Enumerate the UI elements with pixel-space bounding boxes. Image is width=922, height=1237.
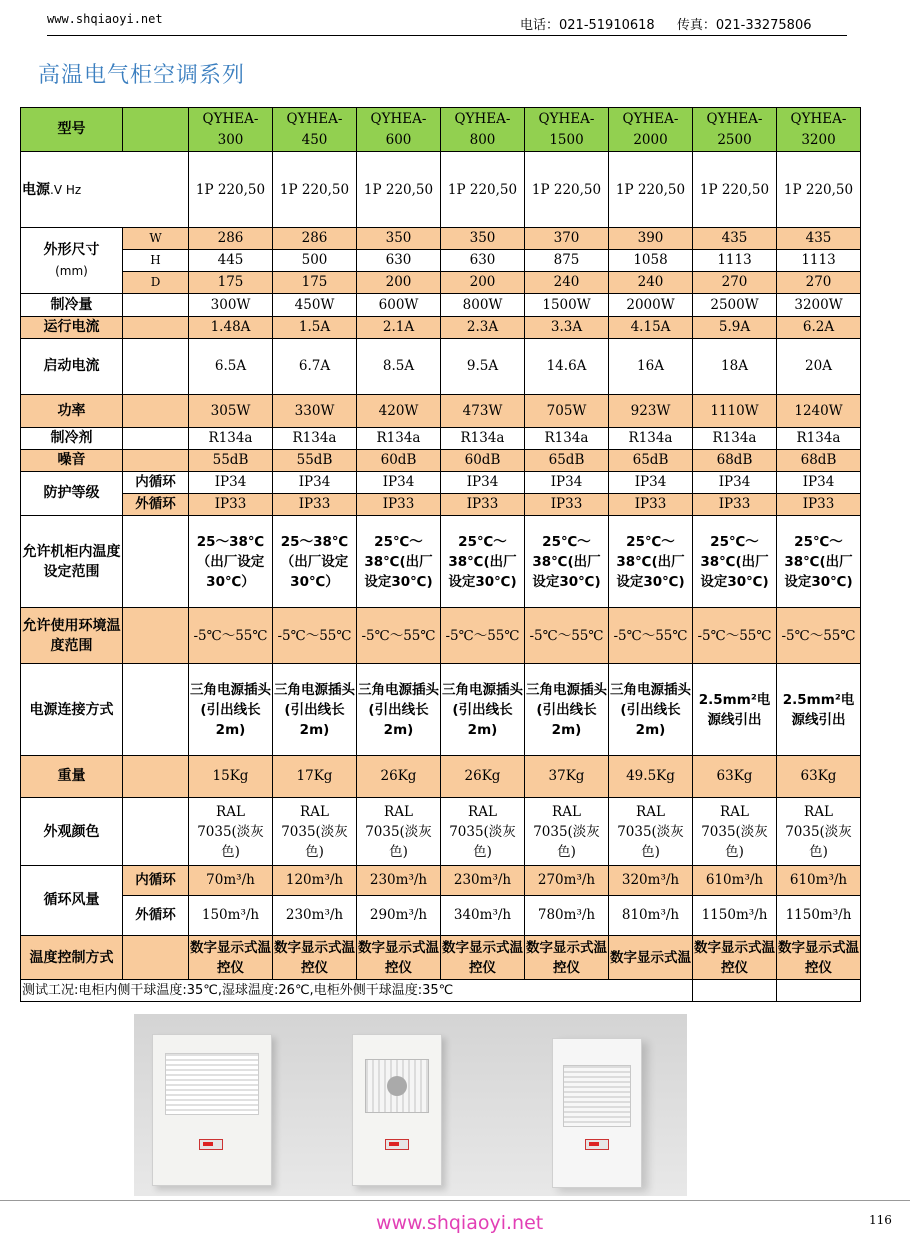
cell-power-values: 1P 220,50	[609, 152, 693, 228]
cell-empty	[123, 798, 189, 866]
product-unit-1	[152, 1034, 272, 1186]
cell-airflow-inner: 610m³/h	[777, 866, 861, 896]
cell-size-d: 175	[273, 272, 357, 294]
cell-run-current: 3.3A	[525, 317, 609, 339]
cell-noise: 55dB	[273, 450, 357, 472]
cell-ambient-temp: -5℃～55℃	[777, 608, 861, 664]
label-inner-loop: 内循环	[123, 866, 189, 896]
row-power-w	[21, 395, 861, 428]
row-size-d	[21, 272, 861, 294]
cell-size-w: 435	[693, 228, 777, 250]
cell-connection: 三角电源插头(引出线长2m)	[273, 664, 357, 756]
label-power-w: 功率	[21, 395, 123, 428]
cell-empty	[693, 980, 777, 1002]
cell-airflow-inner: 120m³/h	[273, 866, 357, 896]
row-protection-outer	[21, 494, 861, 516]
cell-airflow-outer: 810m³/h	[609, 896, 693, 936]
cell-weight: 37Kg	[525, 756, 609, 798]
cell-power-w: 1110W	[693, 395, 777, 428]
cell-power-values: 1P 220,50	[777, 152, 861, 228]
cell-power-w: 705W	[525, 395, 609, 428]
cell-protection-outer: IP33	[441, 494, 525, 516]
cell-airflow-inner: 270m³/h	[525, 866, 609, 896]
cell-control: 数字显示式温控仪	[273, 936, 357, 980]
cell-cooling: 300W	[189, 294, 273, 317]
cell-airflow-outer: 1150m³/h	[693, 896, 777, 936]
cell-empty	[123, 339, 189, 395]
cell-noise: 55dB	[189, 450, 273, 472]
header-fax: 传真：021-33275806	[676, 18, 812, 33]
label-size-h: H	[123, 250, 189, 272]
cell-weight: 63Kg	[693, 756, 777, 798]
cell-size-d: 200	[357, 272, 441, 294]
cell-control: 数字显示式温控仪	[693, 936, 777, 980]
label-power	[21, 152, 189, 228]
cell-protection-inner: IP34	[525, 472, 609, 494]
cell-power-values: 1P 220,50	[189, 152, 273, 228]
cell-airflow-outer: 230m³/h	[273, 896, 357, 936]
cell-protection-inner: IP34	[357, 472, 441, 494]
cell-airflow-outer: 150m³/h	[189, 896, 273, 936]
cell-weight: 49.5Kg	[609, 756, 693, 798]
label-weight: 重量	[21, 756, 123, 798]
cell-cabinet-temp: 25～38℃（出厂设定30℃）	[273, 516, 357, 608]
page-title: 高温电气柜空调系列	[38, 63, 246, 88]
cell-size-h: 500	[273, 250, 357, 272]
cell-models: QYHEA-2000	[609, 108, 693, 152]
control-panel-icon	[585, 1139, 609, 1150]
cell-weight: 15Kg	[189, 756, 273, 798]
label-outer-loop: 外循环	[123, 494, 189, 516]
cell-size-h: 445	[189, 250, 273, 272]
label-model: 型号	[21, 108, 123, 152]
cell-protection-inner: IP34	[273, 472, 357, 494]
cell-cooling: 1500W	[525, 294, 609, 317]
cell-models: QYHEA-300	[189, 108, 273, 152]
cell-protection-inner: IP34	[441, 472, 525, 494]
cell-power-w: 330W	[273, 395, 357, 428]
row-model	[21, 108, 861, 152]
cell-noise: 60dB	[357, 450, 441, 472]
label-cooling: 制冷量	[21, 294, 123, 317]
cell-empty	[123, 450, 189, 472]
cell-power-values: 1P 220,50	[525, 152, 609, 228]
row-size-w	[21, 228, 861, 250]
control-panel-icon	[199, 1139, 223, 1150]
label-cabinet-temp: 允许机柜内温度设定范围	[21, 516, 123, 608]
cell-start-current: 18A	[693, 339, 777, 395]
label-airflow: 循环风量	[21, 866, 123, 936]
cell-protection-inner: IP34	[189, 472, 273, 494]
cell-control: 数字显示式温控仪	[357, 936, 441, 980]
cell-power-w: 923W	[609, 395, 693, 428]
cell-color: RAL 7035(淡灰色)	[777, 798, 861, 866]
cell-refrigerant: R134a	[189, 428, 273, 450]
cell-refrigerant: R134a	[777, 428, 861, 450]
cell-airflow-outer: 1150m³/h	[777, 896, 861, 936]
cell-protection-outer: IP33	[273, 494, 357, 516]
row-cooling	[21, 294, 861, 317]
product-unit-2	[352, 1034, 442, 1186]
cell-run-current: 1.48A	[189, 317, 273, 339]
label-run-current: 运行电流	[21, 317, 123, 339]
cell-empty	[123, 756, 189, 798]
row-control	[21, 936, 861, 980]
cell-color: RAL 7035(淡灰色)	[693, 798, 777, 866]
cell-cooling: 800W	[441, 294, 525, 317]
label-connection: 电源连接方式	[21, 664, 123, 756]
control-panel-icon	[385, 1139, 409, 1150]
cell-size-d: 240	[609, 272, 693, 294]
cell-empty	[123, 317, 189, 339]
cell-size-w: 390	[609, 228, 693, 250]
cell-size-d: 270	[693, 272, 777, 294]
cell-cabinet-temp: 25℃～38℃(出厂设定30℃)	[609, 516, 693, 608]
cell-weight: 26Kg	[357, 756, 441, 798]
fan-icon	[365, 1059, 429, 1113]
cell-color: RAL 7035(淡灰色)	[357, 798, 441, 866]
cell-power-values: 1P 220,50	[693, 152, 777, 228]
cell-start-current: 8.5A	[357, 339, 441, 395]
cell-noise: 68dB	[777, 450, 861, 472]
row-weight	[21, 756, 861, 798]
cell-models: QYHEA-3200	[777, 108, 861, 152]
cell-refrigerant: R134a	[273, 428, 357, 450]
cell-protection-outer: IP33	[525, 494, 609, 516]
cell-refrigerant: R134a	[525, 428, 609, 450]
cell-connection: 三角电源插头(引出线长2m)	[441, 664, 525, 756]
row-run-current	[21, 317, 861, 339]
cell-airflow-inner: 70m³/h	[189, 866, 273, 896]
cell-size-w: 286	[273, 228, 357, 250]
label-power-unit: .V Hz	[50, 182, 82, 197]
cell-weight: 26Kg	[441, 756, 525, 798]
cell-cooling: 2000W	[609, 294, 693, 317]
row-noise	[21, 450, 861, 472]
cell-noise: 60dB	[441, 450, 525, 472]
cell-cabinet-temp: 25℃～38℃(出厂设定30℃)	[441, 516, 525, 608]
cell-empty	[123, 428, 189, 450]
cell-start-current: 20A	[777, 339, 861, 395]
cell-size-d: 240	[525, 272, 609, 294]
cell-start-current: 6.5A	[189, 339, 273, 395]
cell-protection-outer: IP33	[693, 494, 777, 516]
cell-start-current: 6.7A	[273, 339, 357, 395]
row-cabinet-temp	[21, 516, 861, 608]
cell-cabinet-temp: 25℃～38℃(出厂设定30℃)	[357, 516, 441, 608]
cell-airflow-outer: 780m³/h	[525, 896, 609, 936]
cell-size-d: 270	[777, 272, 861, 294]
cell-airflow-inner: 230m³/h	[441, 866, 525, 896]
cell-run-current: 6.2A	[777, 317, 861, 339]
label-size	[21, 228, 123, 294]
footer-url: www.shqiaoyi.net	[376, 1212, 544, 1234]
cell-color: RAL 7035(淡灰色)	[189, 798, 273, 866]
row-refrigerant	[21, 428, 861, 450]
cell-ambient-temp: -5℃～55℃	[609, 608, 693, 664]
cell-cooling: 2500W	[693, 294, 777, 317]
cell-empty	[123, 294, 189, 317]
cell-run-current: 5.9A	[693, 317, 777, 339]
cell-size-w: 350	[357, 228, 441, 250]
label-size-unit: (mm)	[55, 263, 88, 278]
cell-cabinet-temp: 25℃～38℃(出厂设定30℃)	[693, 516, 777, 608]
page-number: 116	[869, 1213, 892, 1227]
cell-models: QYHEA-450	[273, 108, 357, 152]
label-refrigerant: 制冷剂	[21, 428, 123, 450]
cell-airflow-outer: 340m³/h	[441, 896, 525, 936]
cell-airflow-outer: 290m³/h	[357, 896, 441, 936]
cell-models: QYHEA-800	[441, 108, 525, 152]
cell-control: 数字显示式温控仪	[525, 936, 609, 980]
cell-connection: 2.5mm²电源线引出	[777, 664, 861, 756]
label-color: 外观颜色	[21, 798, 123, 866]
label-control: 温度控制方式	[21, 936, 123, 980]
cell-size-w: 350	[441, 228, 525, 250]
cell-cooling: 3200W	[777, 294, 861, 317]
row-color	[21, 798, 861, 866]
cell-refrigerant: R134a	[609, 428, 693, 450]
cell-control: 数字显示式温控仪	[189, 936, 273, 980]
cell-color: RAL 7035(淡灰色)	[609, 798, 693, 866]
cell-empty	[123, 664, 189, 756]
header-phone: 电话：021-51910618	[520, 18, 655, 33]
label-size-d: D	[123, 272, 189, 294]
cell-start-current: 9.5A	[441, 339, 525, 395]
row-protection-inner	[21, 472, 861, 494]
cell-noise: 68dB	[693, 450, 777, 472]
row-airflow-inner	[21, 866, 861, 896]
label-protection: 防护等级	[21, 472, 123, 516]
footer-divider	[0, 1200, 910, 1201]
row-airflow-outer	[21, 896, 861, 936]
cell-noise: 65dB	[525, 450, 609, 472]
cell-ambient-temp: -5℃～55℃	[357, 608, 441, 664]
label-noise: 噪音	[21, 450, 123, 472]
cell-ambient-temp: -5℃～55℃	[525, 608, 609, 664]
cell-size-d: 175	[189, 272, 273, 294]
cell-airflow-inner: 230m³/h	[357, 866, 441, 896]
cell-color: RAL 7035(淡灰色)	[273, 798, 357, 866]
product-photo	[134, 1014, 687, 1196]
cell-control: 数字显示式温控仪	[441, 936, 525, 980]
cell-control: 数字显示式温	[609, 936, 693, 980]
row-test-note	[21, 980, 861, 1002]
cell-power-w: 1240W	[777, 395, 861, 428]
spec-table	[20, 107, 861, 1002]
label-outer-loop: 外循环	[123, 896, 189, 936]
label-start-current: 启动电流	[21, 339, 123, 395]
cell-weight: 17Kg	[273, 756, 357, 798]
cell-protection-outer: IP33	[357, 494, 441, 516]
row-size-h	[21, 250, 861, 272]
label-ambient-temp: 允许使用环境温度范围	[21, 608, 123, 664]
cell-run-current: 2.1A	[357, 317, 441, 339]
cell-ambient-temp: -5℃～55℃	[693, 608, 777, 664]
cell-models: QYHEA-2500	[693, 108, 777, 152]
cell-size-h: 1113	[693, 250, 777, 272]
row-ambient-temp	[21, 608, 861, 664]
label-power-text: 电源	[22, 181, 50, 198]
cell-size-h: 630	[357, 250, 441, 272]
cell-protection-outer: IP33	[609, 494, 693, 516]
cell-models: QYHEA-1500	[525, 108, 609, 152]
header-contact	[520, 14, 830, 33]
cell-control: 数字显示式温控仪	[777, 936, 861, 980]
cell-color: RAL 7035(淡灰色)	[525, 798, 609, 866]
cell-size-h: 875	[525, 250, 609, 272]
row-power	[21, 152, 861, 228]
grille-icon	[563, 1065, 631, 1127]
cell-airflow-inner: 610m³/h	[693, 866, 777, 896]
cell-run-current: 4.15A	[609, 317, 693, 339]
cell-airflow-inner: 320m³/h	[609, 866, 693, 896]
cell-noise: 65dB	[609, 450, 693, 472]
cell-protection-outer: IP33	[777, 494, 861, 516]
label-inner-loop: 内循环	[123, 472, 189, 494]
row-start-current	[21, 339, 861, 395]
label-size-text: 外形尺寸	[43, 241, 100, 258]
cell-size-w: 435	[777, 228, 861, 250]
row-connection	[21, 664, 861, 756]
cell-run-current: 2.3A	[441, 317, 525, 339]
cell-connection: 2.5mm²电源线引出	[693, 664, 777, 756]
cell-color: RAL 7035(淡灰色)	[441, 798, 525, 866]
cell-protection-outer: IP33	[189, 494, 273, 516]
product-unit-3	[552, 1038, 642, 1188]
cell-power-values: 1P 220,50	[441, 152, 525, 228]
cell-power-w: 473W	[441, 395, 525, 428]
cell-power-w: 420W	[357, 395, 441, 428]
cell-refrigerant: R134a	[441, 428, 525, 450]
cell-power-values: 1P 220,50	[273, 152, 357, 228]
cell-power-w: 305W	[189, 395, 273, 428]
cell-cabinet-temp: 25～38℃（出厂设定30℃）	[189, 516, 273, 608]
cell-cabinet-temp: 25℃～38℃(出厂设定30℃)	[777, 516, 861, 608]
cell-size-h: 1113	[777, 250, 861, 272]
cell-empty	[777, 980, 861, 1002]
cell-size-w: 286	[189, 228, 273, 250]
cell-protection-inner: IP34	[609, 472, 693, 494]
cell-models: QYHEA-600	[357, 108, 441, 152]
cell-connection: 三角电源插头(引出线长2m)	[357, 664, 441, 756]
cell-connection: 三角电源插头(引出线长2m)	[189, 664, 273, 756]
cell-start-current: 14.6A	[525, 339, 609, 395]
cell-power-values: 1P 220,50	[357, 152, 441, 228]
cell-start-current: 16A	[609, 339, 693, 395]
cell-size-w: 370	[525, 228, 609, 250]
cell-protection-inner: IP34	[693, 472, 777, 494]
cell-ambient-temp: -5℃～55℃	[441, 608, 525, 664]
cell-size-h: 1058	[609, 250, 693, 272]
cell-ambient-temp: -5℃～55℃	[189, 608, 273, 664]
cell-empty	[123, 936, 189, 980]
grille-icon	[165, 1053, 259, 1115]
cell-cabinet-temp: 25℃～38℃(出厂设定30℃)	[525, 516, 609, 608]
cell-empty	[123, 108, 189, 152]
cell-ambient-temp: -5℃～55℃	[273, 608, 357, 664]
test-note: 测试工况:电柜内侧干球温度:35℃,湿球温度:26℃,电柜外侧干球温度:35℃	[21, 980, 693, 1002]
cell-refrigerant: R134a	[357, 428, 441, 450]
cell-cooling: 450W	[273, 294, 357, 317]
header-divider	[47, 35, 847, 36]
cell-size-d: 200	[441, 272, 525, 294]
cell-weight: 63Kg	[777, 756, 861, 798]
label-size-w: W	[123, 228, 189, 250]
cell-connection: 三角电源插头(引出线长2m)	[609, 664, 693, 756]
cell-cooling: 600W	[357, 294, 441, 317]
cell-run-current: 1.5A	[273, 317, 357, 339]
cell-empty	[123, 516, 189, 608]
header-website: www.shqiaoyi.net	[47, 12, 163, 26]
cell-empty	[123, 395, 189, 428]
cell-refrigerant: R134a	[693, 428, 777, 450]
cell-protection-inner: IP34	[777, 472, 861, 494]
cell-size-h: 630	[441, 250, 525, 272]
cell-connection: 三角电源插头(引出线长2m)	[525, 664, 609, 756]
cell-empty	[123, 608, 189, 664]
